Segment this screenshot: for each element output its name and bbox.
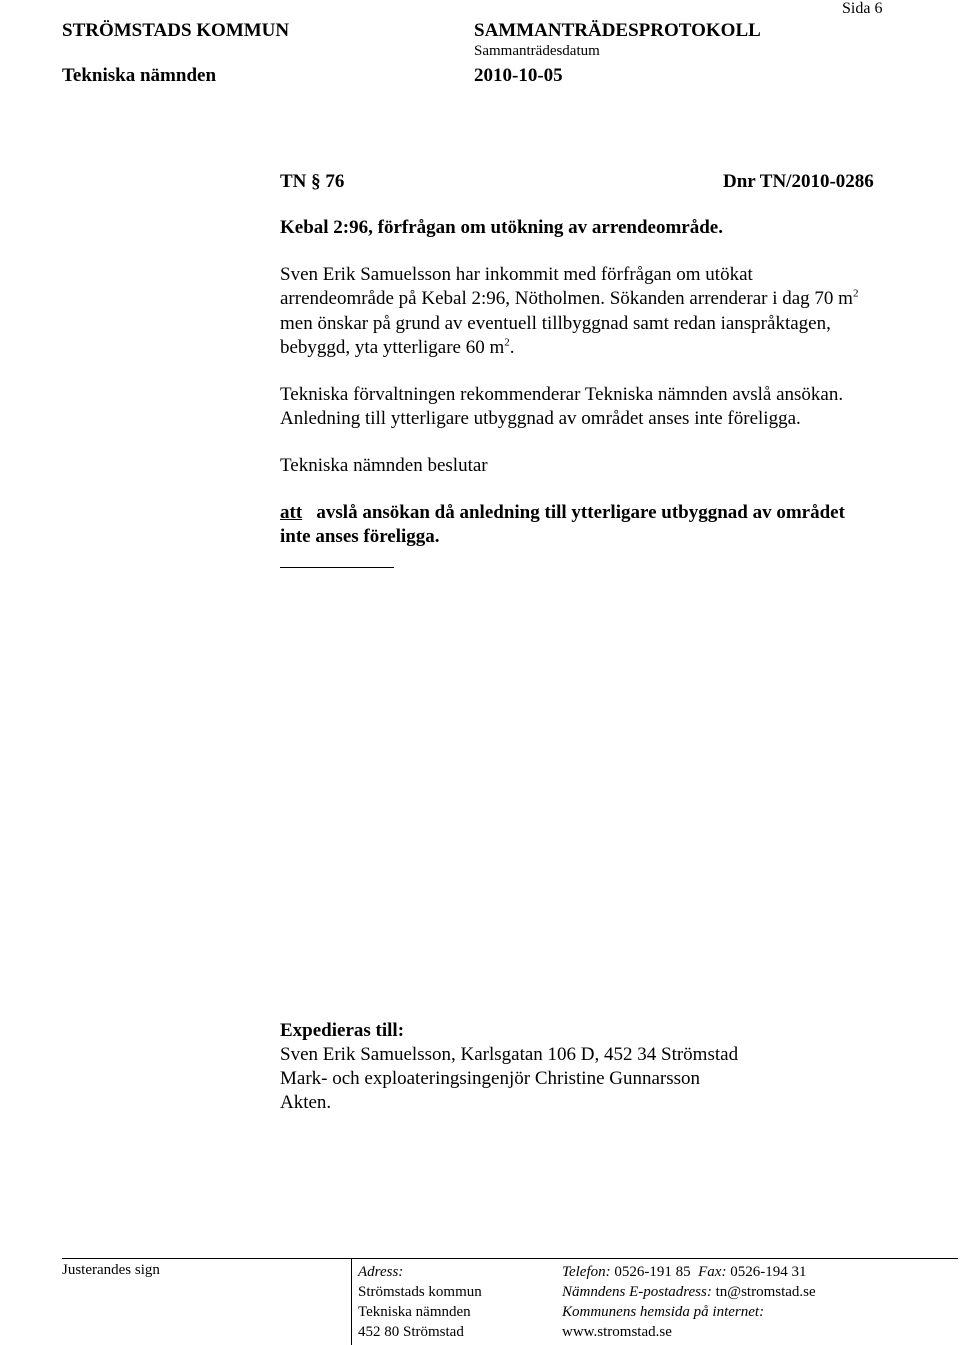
- meeting-date: 2010-10-05: [474, 65, 563, 86]
- address-line: Strömstads kommun: [358, 1284, 482, 1300]
- sign-label: Justerandes sign: [62, 1262, 160, 1278]
- paragraph-1-line-2: arrendeområde på Kebal 2:96, Nötholmen. Sökanden arrenderar i dag 70 $m^2$: [280, 287, 859, 309]
- paragraph-1-line-4: bebyggd, yta ytterligare 60 $m^2$.: [280, 336, 515, 358]
- address-line: Tekniska nämnden: [358, 1304, 471, 1320]
- municipality-name: STRÖMSTADS KOMMUN: [62, 20, 290, 41]
- address-label: Adress:: [358, 1264, 404, 1280]
- case-number: TN § 76: [280, 171, 345, 192]
- paragraph-2-line-2: Anledning till ytterligare utbyggnad av området anses inte föreligga.: [280, 408, 801, 429]
- footer-rule: [62, 1258, 958, 1259]
- email-line: Nämndens E-postadress: tn@stromstad.se: [562, 1284, 816, 1300]
- section-end-rule: [280, 567, 394, 568]
- email-link[interactable]: tn@stromstad.se: [715, 1284, 816, 1300]
- website-label: Kommunens hemsida på internet:: [562, 1304, 765, 1320]
- distribution-recipient: Akten.: [280, 1092, 332, 1113]
- decision-line-1: att avslå ansökan då anledning till ytterligare utbyggnad av området: [280, 502, 845, 523]
- date-label: Sammanträdesdatum: [474, 43, 600, 59]
- paragraph-1-line-3: men önskar på grund av eventuell tillbyggnad samt redan ianspråktagen,: [280, 313, 831, 334]
- distribution-recipient: Mark- och exploateringsingenjör Christine Gunnarsson: [280, 1068, 701, 1089]
- superscript: 2: [504, 336, 510, 349]
- decision-heading: Tekniska nämnden beslutar: [280, 455, 488, 476]
- decision-att: att: [280, 502, 303, 523]
- page-number: Sida 6: [842, 0, 883, 17]
- case-dnr: Dnr TN/2010-0286: [723, 171, 874, 192]
- case-title: Kebal 2:96, förfrågan om utökning av arrendeområde.: [280, 217, 723, 238]
- superscript: 2: [852, 287, 859, 300]
- address-line: 452 80 Strömstad: [358, 1324, 464, 1340]
- phone-fax-line: Telefon: 0526-191 85 Fax: 0526-194 31: [562, 1264, 807, 1280]
- document-type: SAMMANTRÄDESPROTOKOLL: [474, 20, 761, 41]
- paragraph-2-line-1: Tekniska förvaltningen rekommenderar Tekniska nämnden avslå ansökan.: [280, 384, 844, 405]
- distribution-recipient: Sven Erik Samuelsson, Karlsgatan 106 D, 452 34 Strömstad: [280, 1044, 739, 1065]
- committee-name: Tekniska nämnden: [62, 65, 217, 86]
- footer-divider: [351, 1258, 352, 1345]
- distribution-heading: Expedieras till:: [280, 1020, 405, 1041]
- decision-line-2: inte anses föreligga.: [280, 526, 440, 547]
- paragraph-1-line-1: Sven Erik Samuelsson har inkommit med förfrågan om utökat: [280, 264, 753, 285]
- website-link[interactable]: www.stromstad.se: [562, 1324, 672, 1340]
